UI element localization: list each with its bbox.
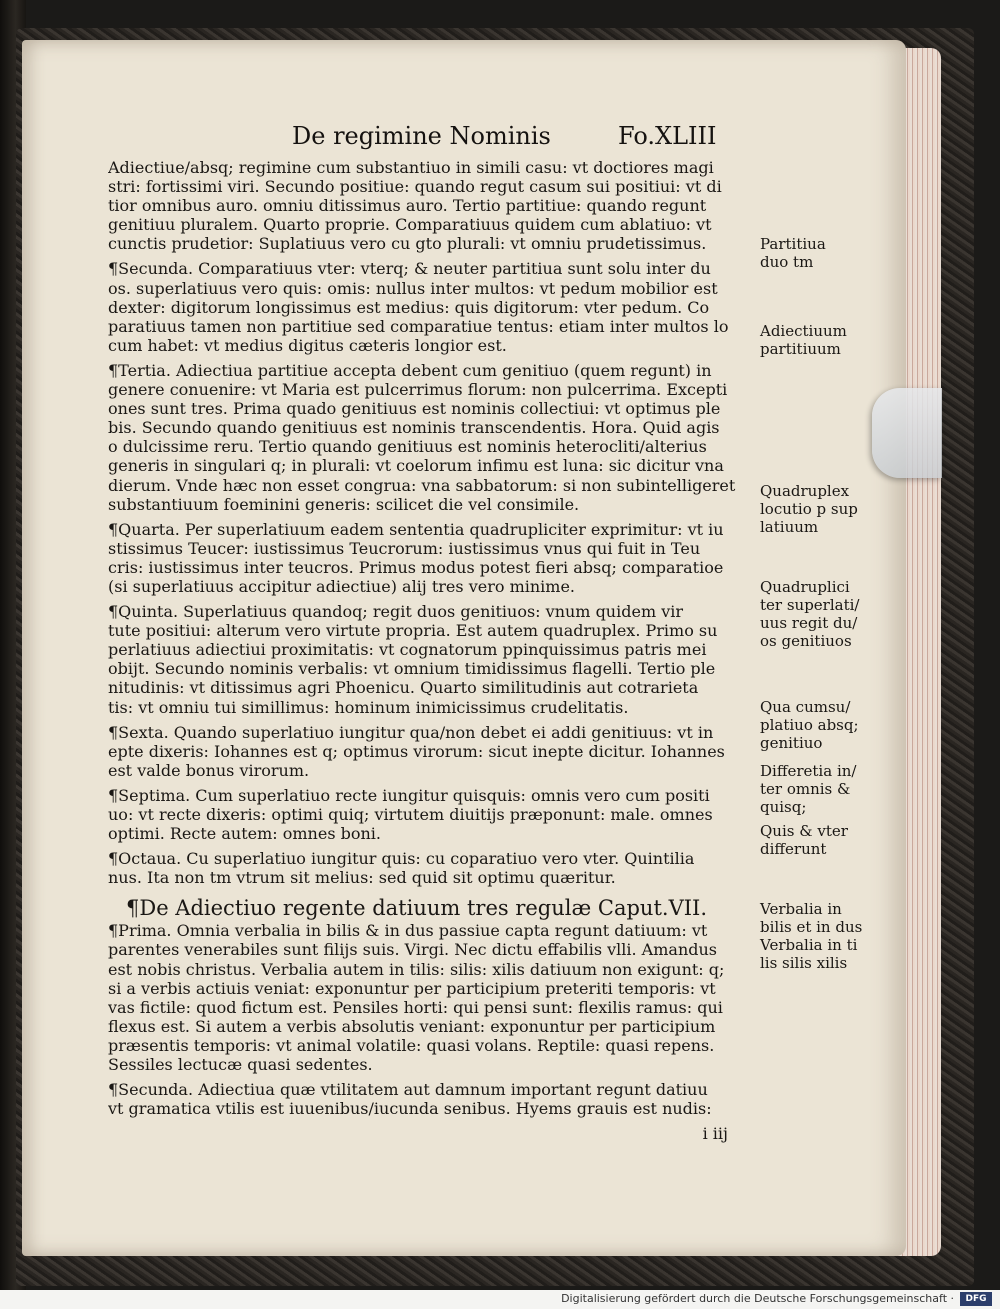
margin-note-line: uus regit du/ bbox=[760, 614, 858, 632]
text-line: optimi. Recte autem: omnes boni. bbox=[108, 824, 381, 844]
text-line: si a verbis actiuis veniat: exponuntur per participium preteriti temporis: vt bbox=[108, 978, 716, 998]
signature-mark: i iij bbox=[702, 1124, 728, 1144]
text-line: Sessiles lectucæ quasi sedentes. bbox=[108, 1055, 373, 1075]
margin-note-line: Partitiua bbox=[760, 235, 826, 253]
margin-note-line: partitiuum bbox=[760, 340, 841, 358]
margin-note-line: Quadruplici bbox=[760, 578, 850, 596]
margin-note-line: Quis & vter bbox=[760, 822, 848, 840]
text-line: stri: fortissimi viri. Secundo positiue: quando regut casum sui positiui: vt di bbox=[108, 177, 722, 197]
text-line: tis: vt omniu tui simillimus: hominum inimicissimus crudelitatis. bbox=[108, 697, 629, 717]
text-line: cris: iustissimus inter teucros. Primus modus potest fieri absq; comparatioe bbox=[108, 557, 724, 577]
text-line: uo: vt recte dixeris: optimi quiq; virtutem diuitijs præponunt: male. omnes bbox=[108, 805, 713, 824]
margin-note bbox=[760, 900, 905, 972]
text-line: perlatiuus adiectiui proximitatis: vt cognatorum ppinquissimus patris mei bbox=[108, 640, 707, 660]
running-title: De regimine Nominis bbox=[292, 122, 551, 150]
text-line: ¶Secunda. Comparatiuus vter: vterq; & neuter partitiua sunt solu inter du bbox=[108, 259, 711, 279]
text-line: tute positiui: alterum vero virtute propria. Est autem quadruplex. Primo su bbox=[108, 621, 718, 641]
text-line: generis in singulari q; in plurali: vt coelorum infimu est luna: sic dicitur vna bbox=[108, 456, 724, 476]
text-line: stissimus Teucer: iustissimus Teucrorum: iustissimus vnus qui fuit in Teu bbox=[108, 538, 701, 558]
text-line: flexus est. Si autem a verbis absolutis veniant: exponuntur per participium bbox=[108, 1016, 716, 1036]
text-line: bis. Secundo quando genitiuus est nominis transcendentis. Hora. Quid agis bbox=[108, 418, 720, 438]
text-line: cunctis prudetior: Suplatiuus vero cu gto plurali: vt omniu prudetissimus. bbox=[108, 234, 707, 254]
margin-note-line: Verbalia in ti bbox=[760, 936, 858, 954]
margin-note-line: differunt bbox=[760, 840, 827, 858]
text-line: dexter: digitorum longissimus est medius: quis digitorum: vter pedum. Co bbox=[108, 297, 710, 317]
margin-note bbox=[760, 698, 905, 752]
text-line: paratiuus tamen non partitiue sed comparatiue tentus: etiam inter multos lo bbox=[108, 316, 729, 336]
margin-note-line: lis silis xilis bbox=[760, 954, 848, 972]
margin-note-line: Adiectiuum bbox=[760, 322, 847, 340]
margin-note-line: quisq; bbox=[760, 798, 807, 816]
text-line: ¶Prima. Omnia verbalia in bilis & in dus passiue capta regunt datiuum: vt bbox=[108, 921, 708, 941]
folio-number: Fo.XLIII bbox=[618, 122, 717, 150]
text-line: substantiuum foeminini generis: scilicet die vel consimile. bbox=[108, 494, 580, 514]
margin-note-line: duo tm bbox=[760, 253, 814, 271]
text-line: ¶Secunda. Adiectiua quæ vtilitatem aut damnum important regunt datiuu bbox=[108, 1080, 708, 1100]
text-line: est nobis christus. Verbalia autem in tilis: silis: xilis datiuum non exigunt: q; bbox=[108, 959, 725, 979]
main-text-block bbox=[108, 158, 758, 1143]
text-line: ones sunt tres. Prima quado genitiuus est nominis collectiui: vt optimus ple bbox=[108, 399, 721, 419]
text-line: vt gramatica vtilis est iuuenibus/iucunda senibus. Hyems grauis est nudis: bbox=[108, 1099, 712, 1119]
margin-note bbox=[760, 762, 905, 816]
margin-note-line: os genitiuos bbox=[760, 632, 852, 650]
margin-note bbox=[760, 578, 905, 650]
margin-note-line: ter superlati/ bbox=[760, 596, 860, 614]
margin-note-line: Quadruplex bbox=[760, 482, 850, 500]
text-line: dierum. Vnde hæc non esset congrua: vna sabbatorum: si non subintelligeret bbox=[108, 475, 736, 495]
text-line: o dulcissime reru. Tertio quando genitiuus est nominis heterocliti/alterius bbox=[108, 437, 707, 457]
text-line: parentes venerabiles sunt filijs suis. Virgi. Nec dictu effabilis vlli. Amandus bbox=[108, 940, 718, 960]
margin-note bbox=[760, 482, 905, 536]
margin-note-line: latiuum bbox=[760, 518, 819, 536]
text-line: nus. Ita non tm vtrum sit melius: sed quid sit optimu quæritur. bbox=[108, 868, 616, 888]
margin-note-line: Qua cumsu/ bbox=[760, 698, 851, 716]
text-line: (si superlatiuus accipitur adiectiue) alij tres vero minime. bbox=[108, 576, 575, 596]
running-header bbox=[292, 122, 742, 156]
margin-note-line: locutio p sup bbox=[760, 500, 858, 518]
page-clip bbox=[872, 388, 942, 478]
footer-credit: Digitalisierung gefördert durch die Deutsche Forschungsgemeinschaft · bbox=[561, 1292, 954, 1305]
chapter-heading: ¶De Adiectiuo regente datiuum tres regulæ Caput.VII. bbox=[126, 896, 707, 921]
text-line: nitudinis: vt ditissimus agri Phoenicu. Quarto similitudinis aut cotrarieta bbox=[108, 678, 699, 698]
margin-note bbox=[760, 322, 905, 358]
margin-note-line: Verbalia in bbox=[760, 900, 842, 918]
text-line: os. superlatiuus vero quis: omis: nullus inter multos: vt pedum mobilior est bbox=[108, 278, 718, 298]
margin-note bbox=[760, 822, 905, 858]
text-line: genitiuu pluralem. Quarto proprie. Comparatiuus quidem cum ablatiuo: vt bbox=[108, 215, 712, 235]
text-line: vas fictile: quod fictum est. Pensiles horti: qui pensi sunt: flexilis ramus: qui bbox=[108, 997, 723, 1017]
footer-bar bbox=[0, 1290, 1000, 1309]
text-line: ¶Sexta. Quando superlatiuo iungitur qua/non debet ei addi genitiuus: vt in bbox=[108, 722, 714, 742]
text-line: ¶Septima. Cum superlatiuo recte iungitur quisquis: omnis vero cum positi bbox=[108, 785, 710, 805]
text-line: tior omnibus auro. omniu ditissimus auro. Tertio partitiue: quando regunt bbox=[108, 196, 707, 216]
text-line: obijt. Secundo nominis verbalis: vt omnium timidissimus flagelli. Tertio ple bbox=[108, 659, 716, 679]
text-line: est valde bonus virorum. bbox=[108, 760, 310, 780]
text-line: ¶Quarta. Per superlatiuum eadem sententia quadrupliciter exprimitur: vt iu bbox=[108, 519, 724, 539]
margin-note-line: platiuo absq; bbox=[760, 716, 859, 734]
text-line: epte dixeris: Iohannes est q; optimus virorum: sicut inepte dicitur. Iohannes bbox=[108, 741, 725, 761]
text-line: genere conuenire: vt Maria est pulcerrimus florum: non pulcerrima. Excepti bbox=[108, 380, 728, 400]
margin-note bbox=[760, 235, 905, 271]
margin-note-line: Differetia in/ bbox=[760, 762, 857, 780]
dfg-logo: DFG bbox=[960, 1292, 992, 1306]
book-page bbox=[22, 40, 906, 1256]
margin-note-line: ter omnis & bbox=[760, 780, 851, 798]
text-line: ¶Octaua. Cu superlatiuo iungitur quis: cu coparatiuo vero vter. Quintilia bbox=[108, 849, 695, 869]
text-line: cum habet: vt medius digitus cæteris longior est. bbox=[108, 335, 507, 355]
text-line: præsentis temporis: vt animal volatile: quasi volans. Reptile: quasi repens. bbox=[108, 1035, 715, 1055]
margin-note-line: bilis et in dus bbox=[760, 918, 863, 936]
text-line: ¶Quinta. Superlatiuus quandoq; regit duos genitiuos: vnum quidem vir bbox=[108, 602, 683, 622]
text-line: ¶Tertia. Adiectiua partitiue accepta debent cum genitiuo (quem regunt) in bbox=[108, 360, 712, 380]
margin-note-line: genitiuo bbox=[760, 734, 823, 752]
text-line: Adiectiue/absq; regimine cum substantiuo in simili casu: vt doctiores magi bbox=[108, 158, 714, 177]
